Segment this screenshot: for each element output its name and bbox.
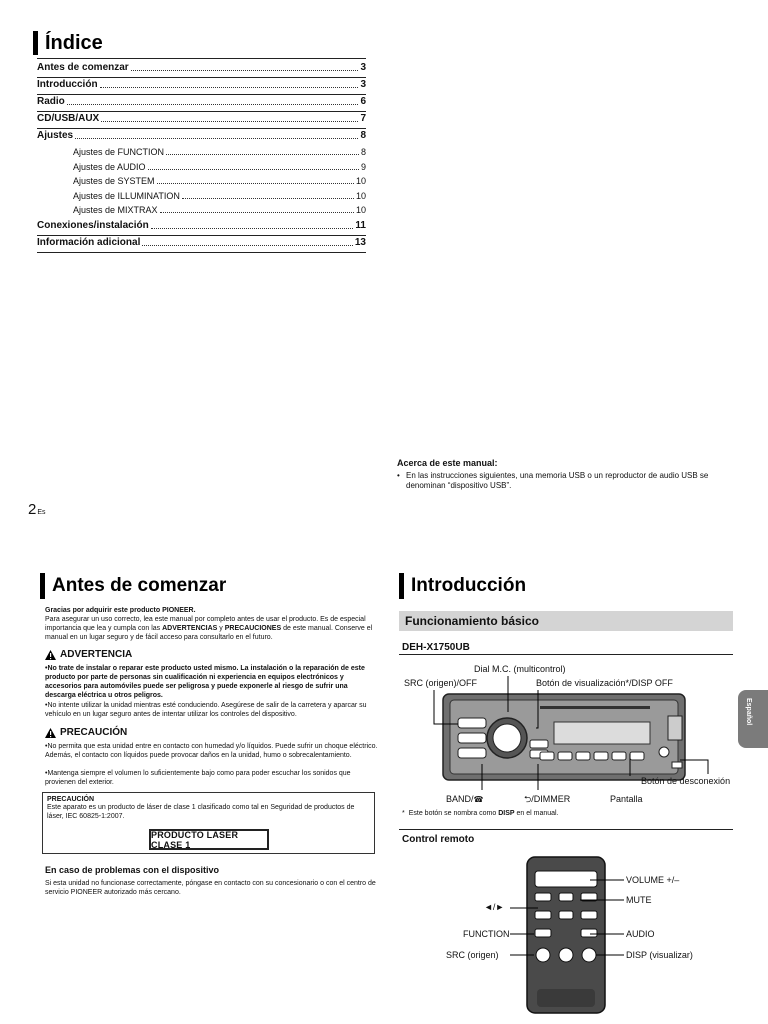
back-arrow-icon: ⮌ [524, 794, 532, 804]
remote-callout-lines [500, 870, 630, 970]
toc-entry-label: Antes de comenzar [37, 62, 129, 73]
label-band-text: BAND/ [446, 794, 474, 804]
toc-separator [37, 252, 366, 253]
toc-leader [142, 244, 353, 246]
heading-bar [399, 573, 404, 599]
toc-entry-page: 3 [360, 62, 366, 73]
toc-separator [37, 77, 366, 78]
toc-entry-page: 10 [355, 190, 366, 201]
footnote-part: en el manual. [514, 810, 559, 817]
toc-entry [37, 79, 366, 91]
label-detach: Botón de desconexión [641, 776, 731, 786]
warning-title: ADVERTENCIA [60, 649, 133, 660]
page-number-digit: 2 [28, 501, 37, 518]
toc-entry-label: Ajustes [37, 130, 74, 141]
remote-label-function: FUNCTION [463, 929, 510, 939]
basic-operation-title: Funcionamiento básico [405, 614, 540, 628]
footnote-part: Este botón se nombra como [408, 810, 499, 817]
warning-heading [45, 649, 132, 660]
label-src: SRC (origen)/OFF [404, 678, 478, 688]
toc-title: Índice [45, 31, 103, 54]
remote-title: Control remoto [402, 834, 475, 845]
toc-separator [37, 94, 366, 95]
language-side-tab [738, 690, 768, 748]
caution-bullet: •Mantenga siempre el volumen lo suficientemente bajo como para poder escuchar los sonidos que provienen del exterior. [45, 770, 351, 786]
toc-entry [37, 113, 366, 125]
footnote: * Este botón se nombra como DISP en el manual. [402, 810, 559, 817]
warning-bullet: •No intente utilizar la unidad mientras esté conduciendo. Asegúrese de salir de la carretera y aparcar su vehículo en un lugar seguro antes de intentar utilizar los controles del dispositivo. [45, 702, 367, 718]
laser-class-label [149, 829, 269, 850]
toc-entry-page: 6 [360, 96, 366, 107]
intro-part: Para asegurar un uso correcto, lea este manual por completo antes de usar el producto. Es de especial importancia que lea y cumpla con las [45, 616, 366, 632]
label-band [446, 794, 483, 805]
intro-paragraph [45, 615, 375, 642]
box-text: Este aparato es un producto de láser de clase 1 clasificado como tal en Seguridad de productos de láser, IEC 60825-1:2007. [47, 804, 355, 820]
caution-title: PRECAUCIÓN [60, 727, 128, 738]
toc-entry-label: CD/USB/AUX [37, 113, 100, 124]
warning-triangle-icon [45, 650, 56, 660]
toc-entry [37, 220, 366, 232]
remote-label-arrows: ◄/► [484, 902, 505, 912]
antes-title: Antes de comenzar [52, 575, 227, 596]
language-side-text: Español [745, 698, 752, 726]
toc-top-rule [37, 58, 366, 59]
intro-part: y [217, 625, 225, 632]
basic-operation-bar [399, 611, 733, 631]
toc-entry-page: 3 [360, 79, 366, 90]
page-number-lang: Es [37, 509, 46, 516]
about-heading: Acerca de este manual: [397, 458, 498, 468]
caution-bullet-text: Mantenga siempre el volumen lo suficientemente bajo como para poder escuchar los sonidos que provienen del exterior. [45, 770, 351, 786]
model-rule [399, 654, 733, 655]
toc-entry [73, 191, 366, 202]
warning-bullet-text: No intente utilizar la unidad mientras esté conduciendo. Asegúrese de salir de la carretera y aparcar su vehículo en un lugar seguro antes de intentar utilizar los controles del dispositivo. [45, 702, 367, 718]
laser-label-text: PRODUCTO LASER CLASE 1 [151, 829, 239, 850]
toc-leader [101, 120, 358, 122]
about-item: • En las instrucciones siguientes, una memoria USB o un reproductor de audio USB se denominan “dispositivo USB”. [397, 471, 727, 491]
toc-entry-label: Conexiones/instalación [37, 219, 149, 231]
page-number [28, 501, 46, 518]
label-dimmer [524, 794, 570, 805]
toc-entry-page: 10 [355, 176, 366, 186]
intro-bold-caution: PRECAUCIONES [224, 625, 282, 632]
label-pantalla: Pantalla [610, 794, 643, 804]
remote-label-volume: VOLUME +/– [626, 875, 680, 885]
toc-entry-label: Introducción [37, 79, 98, 90]
warning-bullet: •No trate de instalar o reparar este producto usted mismo. La instalación o la reparación de este producto por parte de personas sin cualificación ni experiencia en equipos electrónicos y accesorios para automóviles puede ser peligrosa y puede exponerle al riesgo de sufrir una descarga eléctrica u otros peligros. [45, 665, 365, 699]
toc-separator [37, 235, 366, 236]
problems-title: En caso de problemas con el dispositivo [45, 865, 220, 875]
toc-entry-page: 8 [360, 130, 366, 141]
toc-entry [73, 205, 366, 216]
remote-label-src: SRC (origen) [446, 950, 499, 960]
toc-entry [37, 130, 366, 142]
toc-leader [166, 153, 359, 155]
toc-entry [73, 176, 366, 187]
toc-entry [73, 147, 366, 158]
caution-heading [45, 727, 127, 738]
toc-separator [37, 111, 366, 112]
intro-part: de este manual. Conserve el manual en un lugar seguro y de fácil acceso para consultarlo en el futuro. [45, 625, 373, 641]
antes-heading [40, 573, 226, 599]
toc-heading [33, 31, 103, 55]
toc-entry-page: 9 [360, 161, 366, 172]
toc-leader [67, 103, 359, 105]
callout-lines [398, 668, 738, 808]
toc-entry [37, 96, 366, 108]
toc-entry-page: 13 [354, 236, 366, 248]
label-dial: Dial M.C. (multicontrol) [474, 664, 566, 674]
remote-label-audio: AUDIO [626, 929, 655, 939]
toc-entry-page: 11 [355, 219, 366, 231]
footnote-bold: DISP [498, 810, 515, 817]
toc-leader [148, 168, 359, 170]
toc-entry-label: Ajustes de AUDIO [73, 161, 146, 172]
toc-leader [75, 137, 358, 139]
toc-leader [151, 227, 354, 229]
bluetooth-phone-icon: ☎ [473, 795, 484, 804]
toc-leader [131, 69, 359, 71]
intro-bold-warn: ADVERTENCIAS [162, 625, 218, 632]
box-title: PRECAUCIÓN [47, 796, 95, 803]
caution-triangle-icon [45, 728, 56, 738]
toc-leader [160, 211, 354, 213]
toc-entry [37, 62, 366, 74]
toc-separator [37, 128, 366, 129]
toc-entry-page: 10 [355, 205, 366, 215]
toc-entry-label: Ajustes de ILLUMINATION [73, 190, 180, 201]
toc-entry-page: 8 [360, 147, 366, 157]
toc-entry-label: Radio [37, 96, 65, 107]
toc-entry-label: Ajustes de SYSTEM [73, 176, 155, 186]
label-disp: Botón de visualización*/DISP OFF [536, 678, 673, 688]
model-name: DEH-X1750UB [402, 642, 470, 653]
remote-label-disp: DISP (visualizar) [626, 950, 693, 960]
caution-bullet-text: No permita que esta unidad entre en contacto con humedad y/o líquidos. Puede sufrir un choque eléctrico. Además, el contacto con líquidos puede provocar daños en la unidad, humo o sobrecalentamiento. [45, 743, 378, 759]
intro-title: Introducción [411, 575, 527, 596]
heading-bar [40, 573, 45, 599]
about-text: En las instrucciones siguientes, una memoria USB o un reproductor de audio USB se denominan “dispositivo USB”. [406, 471, 709, 490]
toc-entry-label: Información adicional [37, 236, 141, 248]
caution-bullet: •No permita que esta unidad entre en contacto con humedad y/o líquidos. Puede sufrir un choque eléctrico. Además, el contacto con líquidos puede provocar daños en la unidad, humo o sobrecalentamiento. [45, 743, 378, 759]
toc-entry-label: Ajustes de FUNCTION [73, 147, 165, 157]
toc-leader [157, 182, 354, 184]
remote-label-mute: MUTE [626, 895, 652, 905]
toc-entry-page: 7 [360, 113, 366, 124]
heading-bar [33, 31, 38, 55]
toc-entry [37, 237, 366, 249]
intro-heading [399, 573, 526, 599]
toc-leader [100, 86, 359, 88]
remote-rule [399, 829, 733, 830]
toc-leader [182, 197, 354, 199]
thanks-text: Gracias por adquirir este producto PIONEER. [45, 607, 196, 614]
toc-entry [73, 162, 366, 173]
warning-bullet-text: No trate de instalar o reparar este producto usted mismo. La instalación o la reparación de este producto por parte de personas sin cualificación ni experiencia en equipos electrónicos y accesorios para automóviles puede ser peligrosa y puede exponerle al riesgo de sufrir una descarga eléctrica u otros peligros. [45, 665, 365, 699]
problems-text: Si esta unidad no funcionase correctamente, póngase en contacto con su concesionario o con el centro de servicio PIONEER autorizado más cercano. [45, 880, 376, 896]
toc-entry-label: Ajustes de MIXTRAX [73, 205, 158, 215]
label-dimmer-text: /DIMMER [531, 794, 571, 804]
